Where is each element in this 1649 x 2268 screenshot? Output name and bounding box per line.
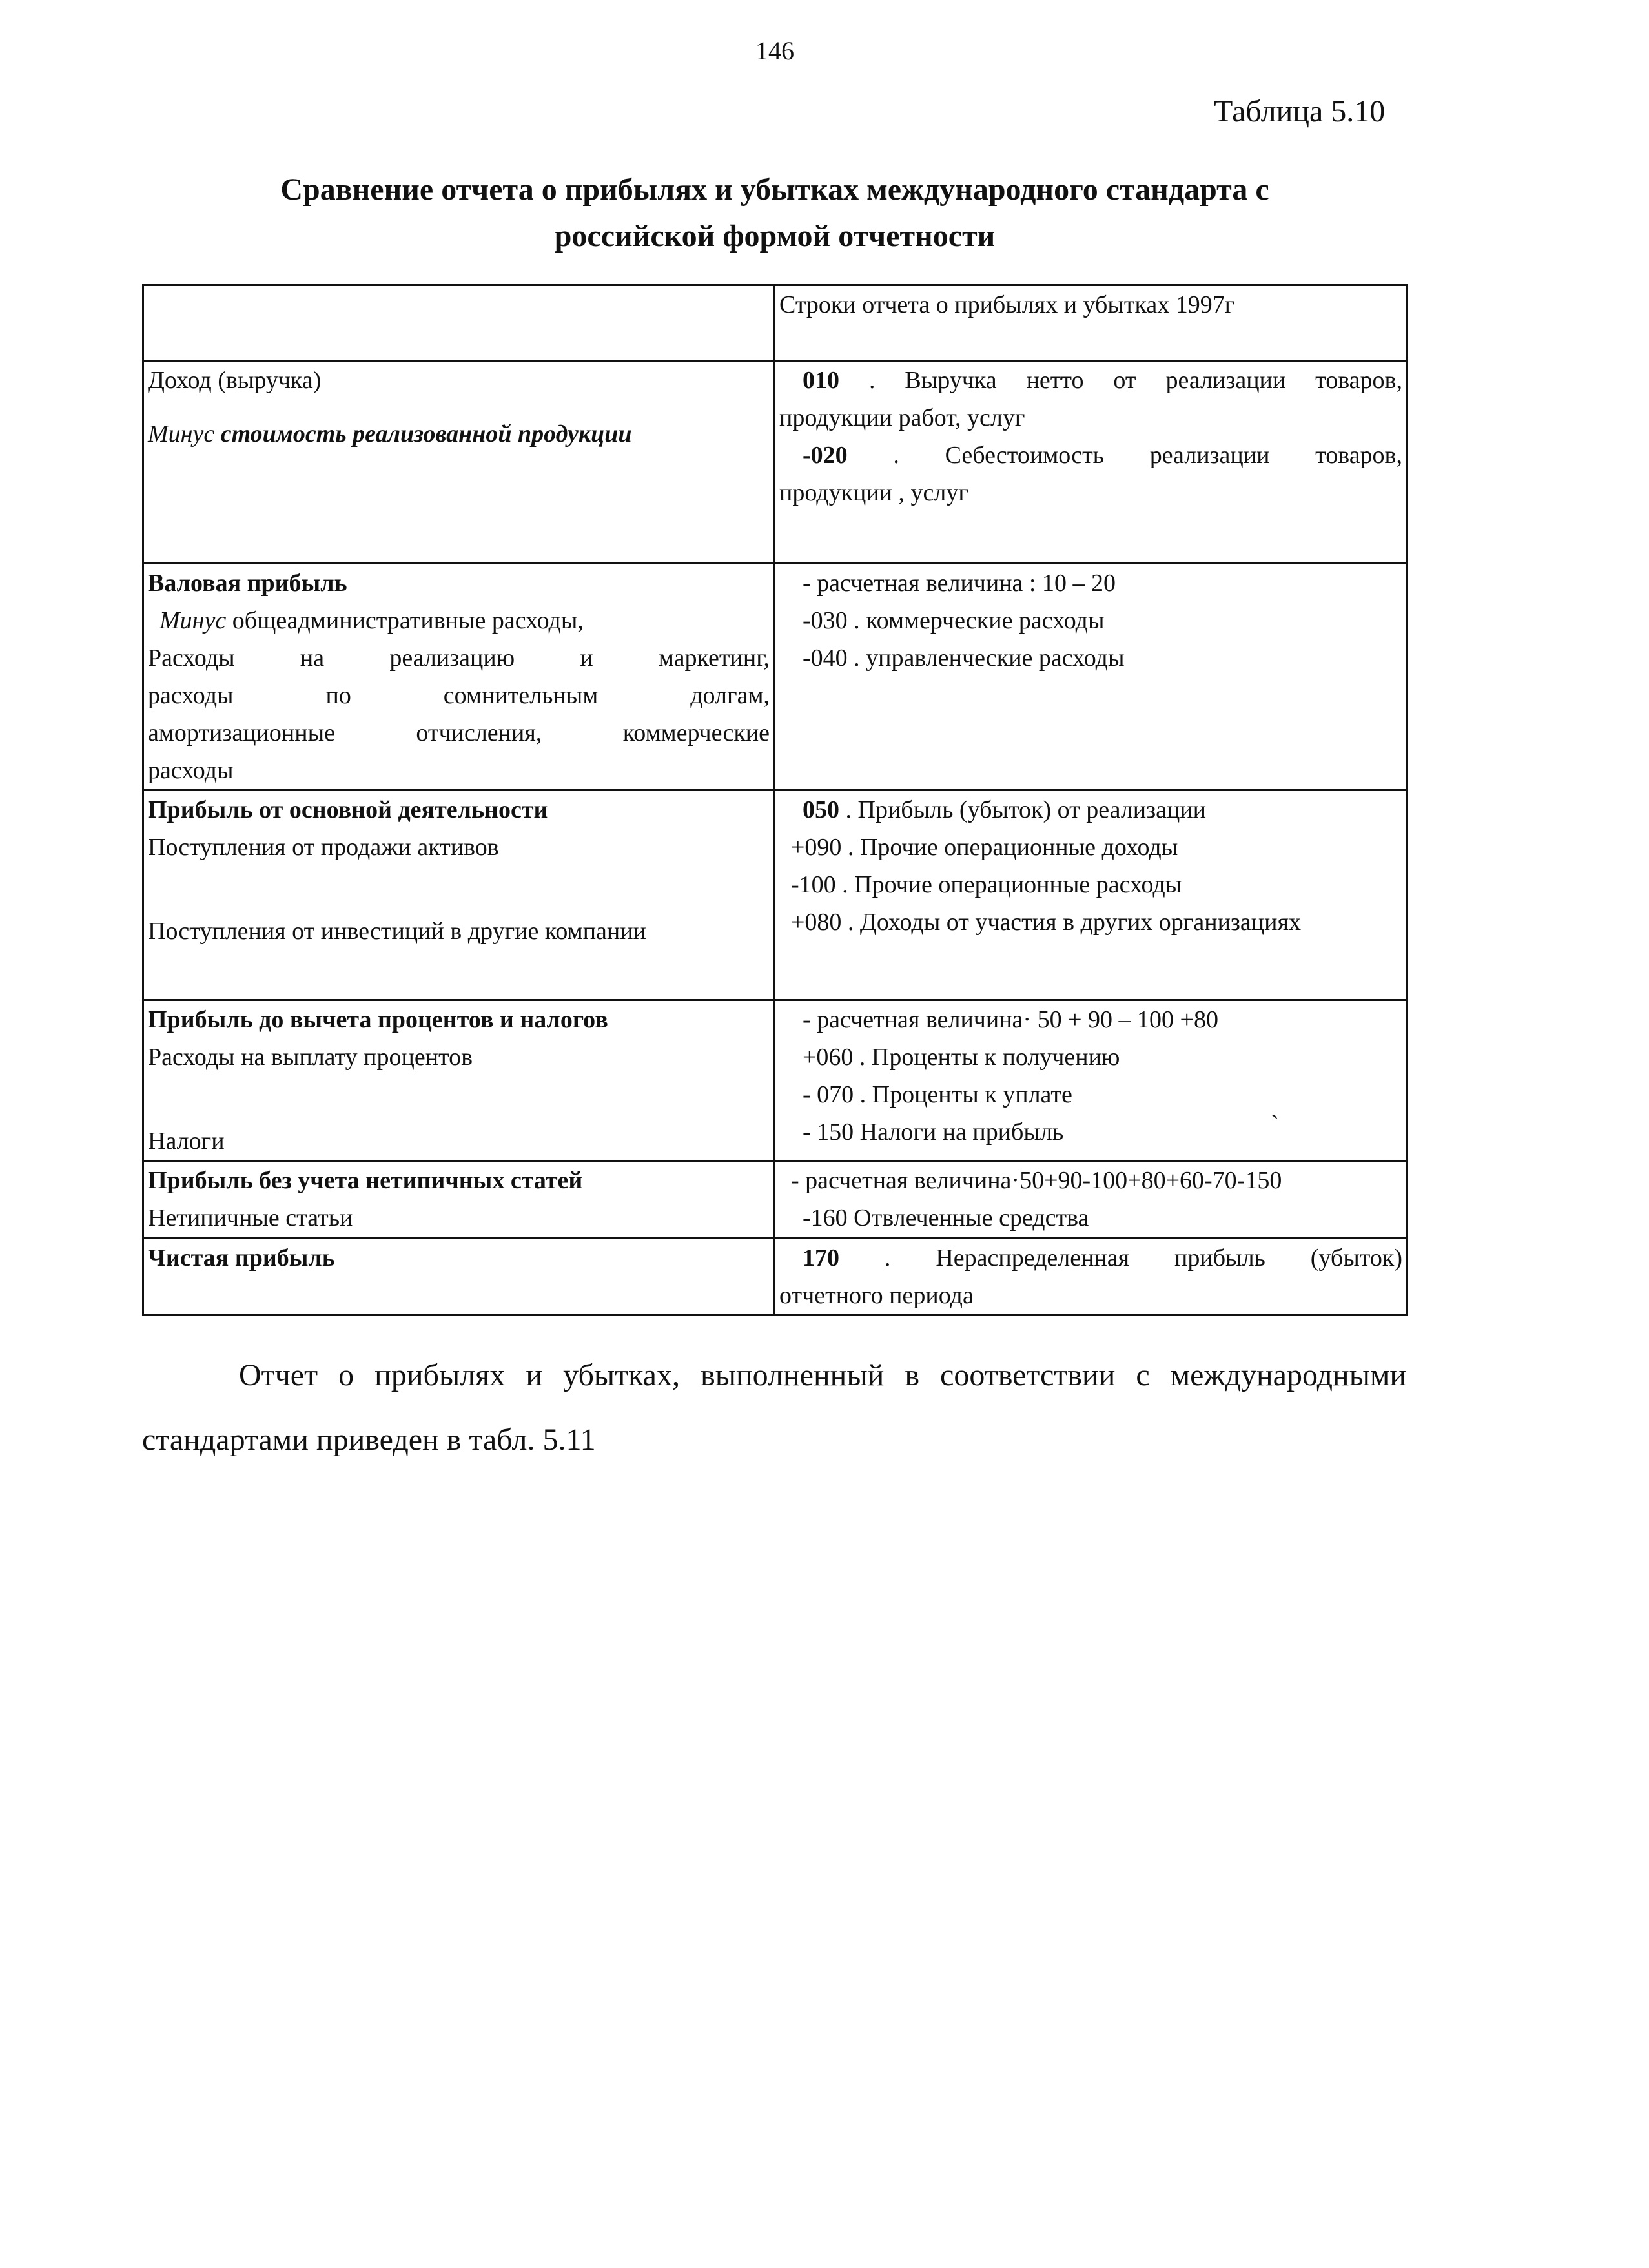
row-operating-profit-left [143,790,775,1000]
table-header-row [143,285,1408,361]
body-paragraph-line-2: стандартами приведен в табл. 5.11 [142,1423,596,1457]
code-170-text: . Нераспределенная прибыль (убыток) [884,1244,1403,1272]
selling-expenses-line-1: Расходы на реализацию и маркетинг, [148,644,770,672]
cost-of-sales-label: Минус стоимость реализованной продукции [148,420,632,448]
code-090-line: +090 . Прочие операционные доходы [791,834,1178,861]
code-050: 050 [803,796,839,823]
extraordinary-items-label: Нетипичные статьи [148,1204,353,1232]
row-profit-before-extraordinary-right [775,1161,1408,1239]
row-ebit-left [143,1000,775,1161]
row-gross-profit-left [143,564,775,790]
row-profit-before-extraordinary-left [143,1161,775,1239]
profit-before-extraordinary-calc: - расчетная величина·50+90-100+80+60-70-150 [791,1167,1282,1194]
page-number: 146 [755,36,794,65]
taxes-label: Налоги [148,1128,225,1155]
ebit-label: Прибыль до вычета процентов и налогов [148,1006,608,1033]
code-010: 010 [803,367,839,394]
code-050-text: . Прибыль (убыток) от реализации [845,796,1206,823]
ebit-calc: - расчетная величина· 50 + 90 – 100 +80 [803,1006,1218,1033]
table-row-net-profit [143,1239,1408,1315]
body-paragraph [142,1343,1406,1472]
table-row-ebit [143,1000,1408,1161]
code-040-line: -040 . управленческие расходы [803,644,1125,672]
selling-expenses-line-2: расходы по сомнительным долгам, [148,682,770,709]
code-030-line: -030 . коммерческие расходы [803,607,1105,634]
revenue-line-cont: продукции работ, услуг [779,404,1025,431]
row-operating-profit-right [775,790,1408,1000]
row-ebit-right [775,1000,1408,1161]
code-020: -020 [803,442,848,469]
table-row-operating-profit [143,790,1408,1000]
table-title [129,167,1420,260]
admin-expenses-label: Минус общеадминистративные расходы, [159,607,584,634]
header-cell-left [143,285,775,361]
table-row-gross-profit [143,564,1408,790]
table-title-line-1: Сравнение отчета о прибылях и убытках международного стандарта с [280,172,1269,207]
row-net-profit-right [775,1239,1408,1315]
code-060-line: +060 . Проценты к получению [803,1044,1120,1071]
comparison-table [142,284,1408,1316]
selling-expenses-line-4: расходы [148,757,234,784]
asset-sales-label: Поступления от продажи активов [148,834,499,861]
code-170: 170 [803,1244,839,1272]
row-net-profit-left [143,1239,775,1315]
row-revenue-left [143,361,775,564]
operating-profit-label: Прибыль от основной деятельности [148,796,548,823]
table-row-revenue [143,361,1408,564]
code-170-cont: отчетного периода [779,1282,974,1309]
header-cell-right: Строки отчета о прибылях и убытках 1997г [775,285,1408,361]
code-160-line: -160 Отвлеченные средства [803,1204,1089,1232]
investment-income-label: Поступления от инвестиций в другие компании [148,918,646,945]
net-profit-label: Чистая прибыль [148,1244,335,1272]
interest-expense-label: Расходы на выплату процентов [148,1044,473,1071]
gross-profit-calc: - расчетная величина : 10 – 20 [803,570,1116,597]
cost-line-cont: продукции , услуг [779,479,968,506]
profit-before-extraordinary-label: Прибыль без учета нетипичных статей [148,1167,583,1194]
code-070-line: - 070 . Проценты к уплате [803,1081,1072,1108]
revenue-label: Доход (выручка) [148,367,322,394]
table-title-line-2: российской формой отчетности [554,219,996,253]
code-150-line: - 150 Налоги на прибыль [803,1119,1064,1146]
code-080-line: +080 . Доходы от участия в других организациях [791,909,1301,936]
code-100-line: -100 . Прочие операционные расходы [791,871,1182,898]
selling-expenses-line-3: амортизационные отчисления, коммерческие [148,719,770,747]
gross-profit-label: Валовая прибыль [148,570,347,597]
table-row-profit-before-extraordinary [143,1161,1408,1239]
row-gross-profit-right [775,564,1408,790]
body-paragraph-line-1: Отчет о прибылях и убытках, выполненный в соответствии с международными [239,1358,1406,1392]
table-label: Таблица 5.10 [1214,94,1386,129]
stray-mark: ˏ [1271,1092,1279,1119]
row-revenue-right: 010 . Выручка нетто от реализации товаров, продукции работ, услуг -020 . Себестоимость реализации товаров, продукции , услуг [775,361,1408,564]
